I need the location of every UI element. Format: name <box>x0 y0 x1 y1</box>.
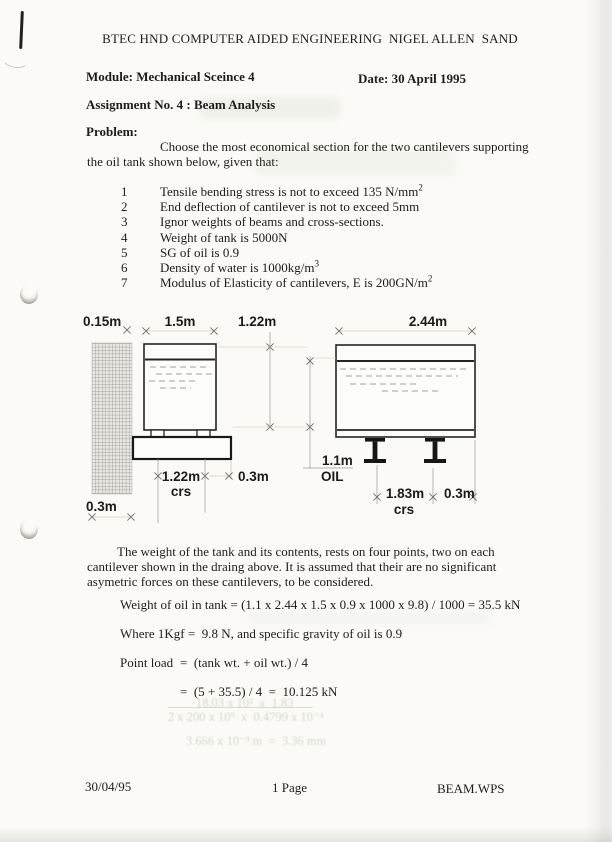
point-load-label: Point load <box>120 655 174 670</box>
kgf-note: Where 1Kgf = 9.8 N, and specific gravity of oil is 0.9 <box>120 626 403 641</box>
footer-filename: BEAM.WPS <box>437 781 505 796</box>
ghost-fraction-bar <box>168 707 313 708</box>
condition-text: End deflection of cantilever is not to exceed 5mm <box>160 199 420 215</box>
condition-number: 5 <box>121 244 128 260</box>
discussion-line3: asymetric forces on these cantilevers, to be considered. <box>87 574 374 589</box>
condition-item <box>121 184 432 199</box>
discussion-line2: cantilever shown in the draing above. It is assumed that their are no significant <box>87 559 497 574</box>
page-curl-line <box>1 46 32 70</box>
i-beam-section <box>364 438 386 463</box>
document-title: BTEC HND COMPUTER AIDED ENGINEERING NIGEL ALLEN SAND <box>102 31 518 46</box>
condition-number: 3 <box>121 214 128 230</box>
ghost-text-line: 3.666 x 10⁻³ m = 3.36 mm <box>186 734 327 748</box>
dim-oil-depth: 1.1m <box>322 453 353 468</box>
condition-item <box>121 199 432 214</box>
dim-ibeam-overhang: 0.3m <box>444 486 475 501</box>
dim-wall-bottom: 0.3m <box>86 499 117 514</box>
condition-text: Modulus of Elasticity of cantilevers, E is $200GN/m^2$ <box>160 273 433 291</box>
tank-cantilever-diagram <box>0 300 612 535</box>
i-beam-section <box>424 438 446 463</box>
tank-side-view <box>144 344 216 430</box>
problem-heading: Problem: <box>86 124 138 139</box>
dim-beam-overhang: 0.3m <box>238 469 269 484</box>
dim-ibeam-spacing: 1.83m <box>385 486 425 501</box>
oil-label: OIL <box>321 469 344 484</box>
condition-item <box>121 214 432 229</box>
condition-text: SG of oil is 0.9 <box>160 244 240 260</box>
bleed-through-smudge <box>250 612 490 624</box>
condition-number: 7 <box>121 275 128 291</box>
ghost-text-line: 18.03 x 10² x 1.83 <box>196 696 294 710</box>
condition-text: Weight of tank is 5000N <box>160 229 288 245</box>
dim-ibeam-spacing-sub: crs <box>393 502 415 517</box>
footer-date: 30/04/95 <box>85 779 132 794</box>
condition-text: Density of water is $1000kg/m^3$ <box>160 258 320 275</box>
dim-support-spacing-sub: crs <box>170 484 192 499</box>
ghost-text-line: 2 x 200 x 10⁹ x 0.4799 x 10⁻⁴ <box>168 710 324 724</box>
assignment-title: Assignment No. 4 : Beam Analysis <box>86 97 276 112</box>
wall-hatch <box>92 343 132 494</box>
date-label: Date: 30 April 1995 <box>358 71 466 86</box>
condition-number: 6 <box>121 259 128 275</box>
dim-tank-height: 1.22m <box>238 314 277 329</box>
dim-tank-width: 1.5m <box>164 314 196 329</box>
condition-item <box>121 260 432 275</box>
condition-number: 1 <box>121 184 128 199</box>
module-label: Module: Mechanical Sceince 4 <box>86 69 255 84</box>
discussion-line1: The weight of the tank and its contents, rests on four points, two on each <box>117 544 495 559</box>
footer-page-number: 1 Page <box>272 780 308 795</box>
condition-item <box>121 230 432 245</box>
page-edge-shadow-bottom <box>0 826 612 842</box>
condition-text: Ignor weights of beams and cross-sections. <box>160 214 384 230</box>
condition-text: Tensile bending stress is not to exceed 135 $N/mm^2$ <box>160 182 423 199</box>
condition-number: 4 <box>121 229 128 245</box>
condition-item <box>121 245 432 260</box>
condition-item <box>121 275 432 290</box>
dim-wall-thickness: 0.15m <box>83 314 122 329</box>
point-load-result: = (5 + 35.5) / 4 = 10.125 kN <box>180 684 338 699</box>
point-load-expression: = (tank wt. + oil wt.) / 4 <box>180 655 309 670</box>
staple-mark <box>19 11 24 49</box>
condition-number: 2 <box>121 199 128 215</box>
dim-support-spacing: 1.22m <box>161 469 201 484</box>
dim-tank-front-width: 2.44m <box>408 314 448 329</box>
oil-weight-equation: Weight of oil in tank = (1.1 x 2.44 x 1.5 x 0.9 x 1000 x 9.8) / 1000 = 35.5 kN <box>120 597 521 612</box>
conditions-list <box>121 184 432 290</box>
problem-intro-line2: the oil tank shown below, given that: <box>87 154 279 169</box>
cantilever-beam <box>133 437 231 459</box>
problem-intro-line1: Choose the most economical section for the two cantilevers supporting <box>160 139 529 154</box>
